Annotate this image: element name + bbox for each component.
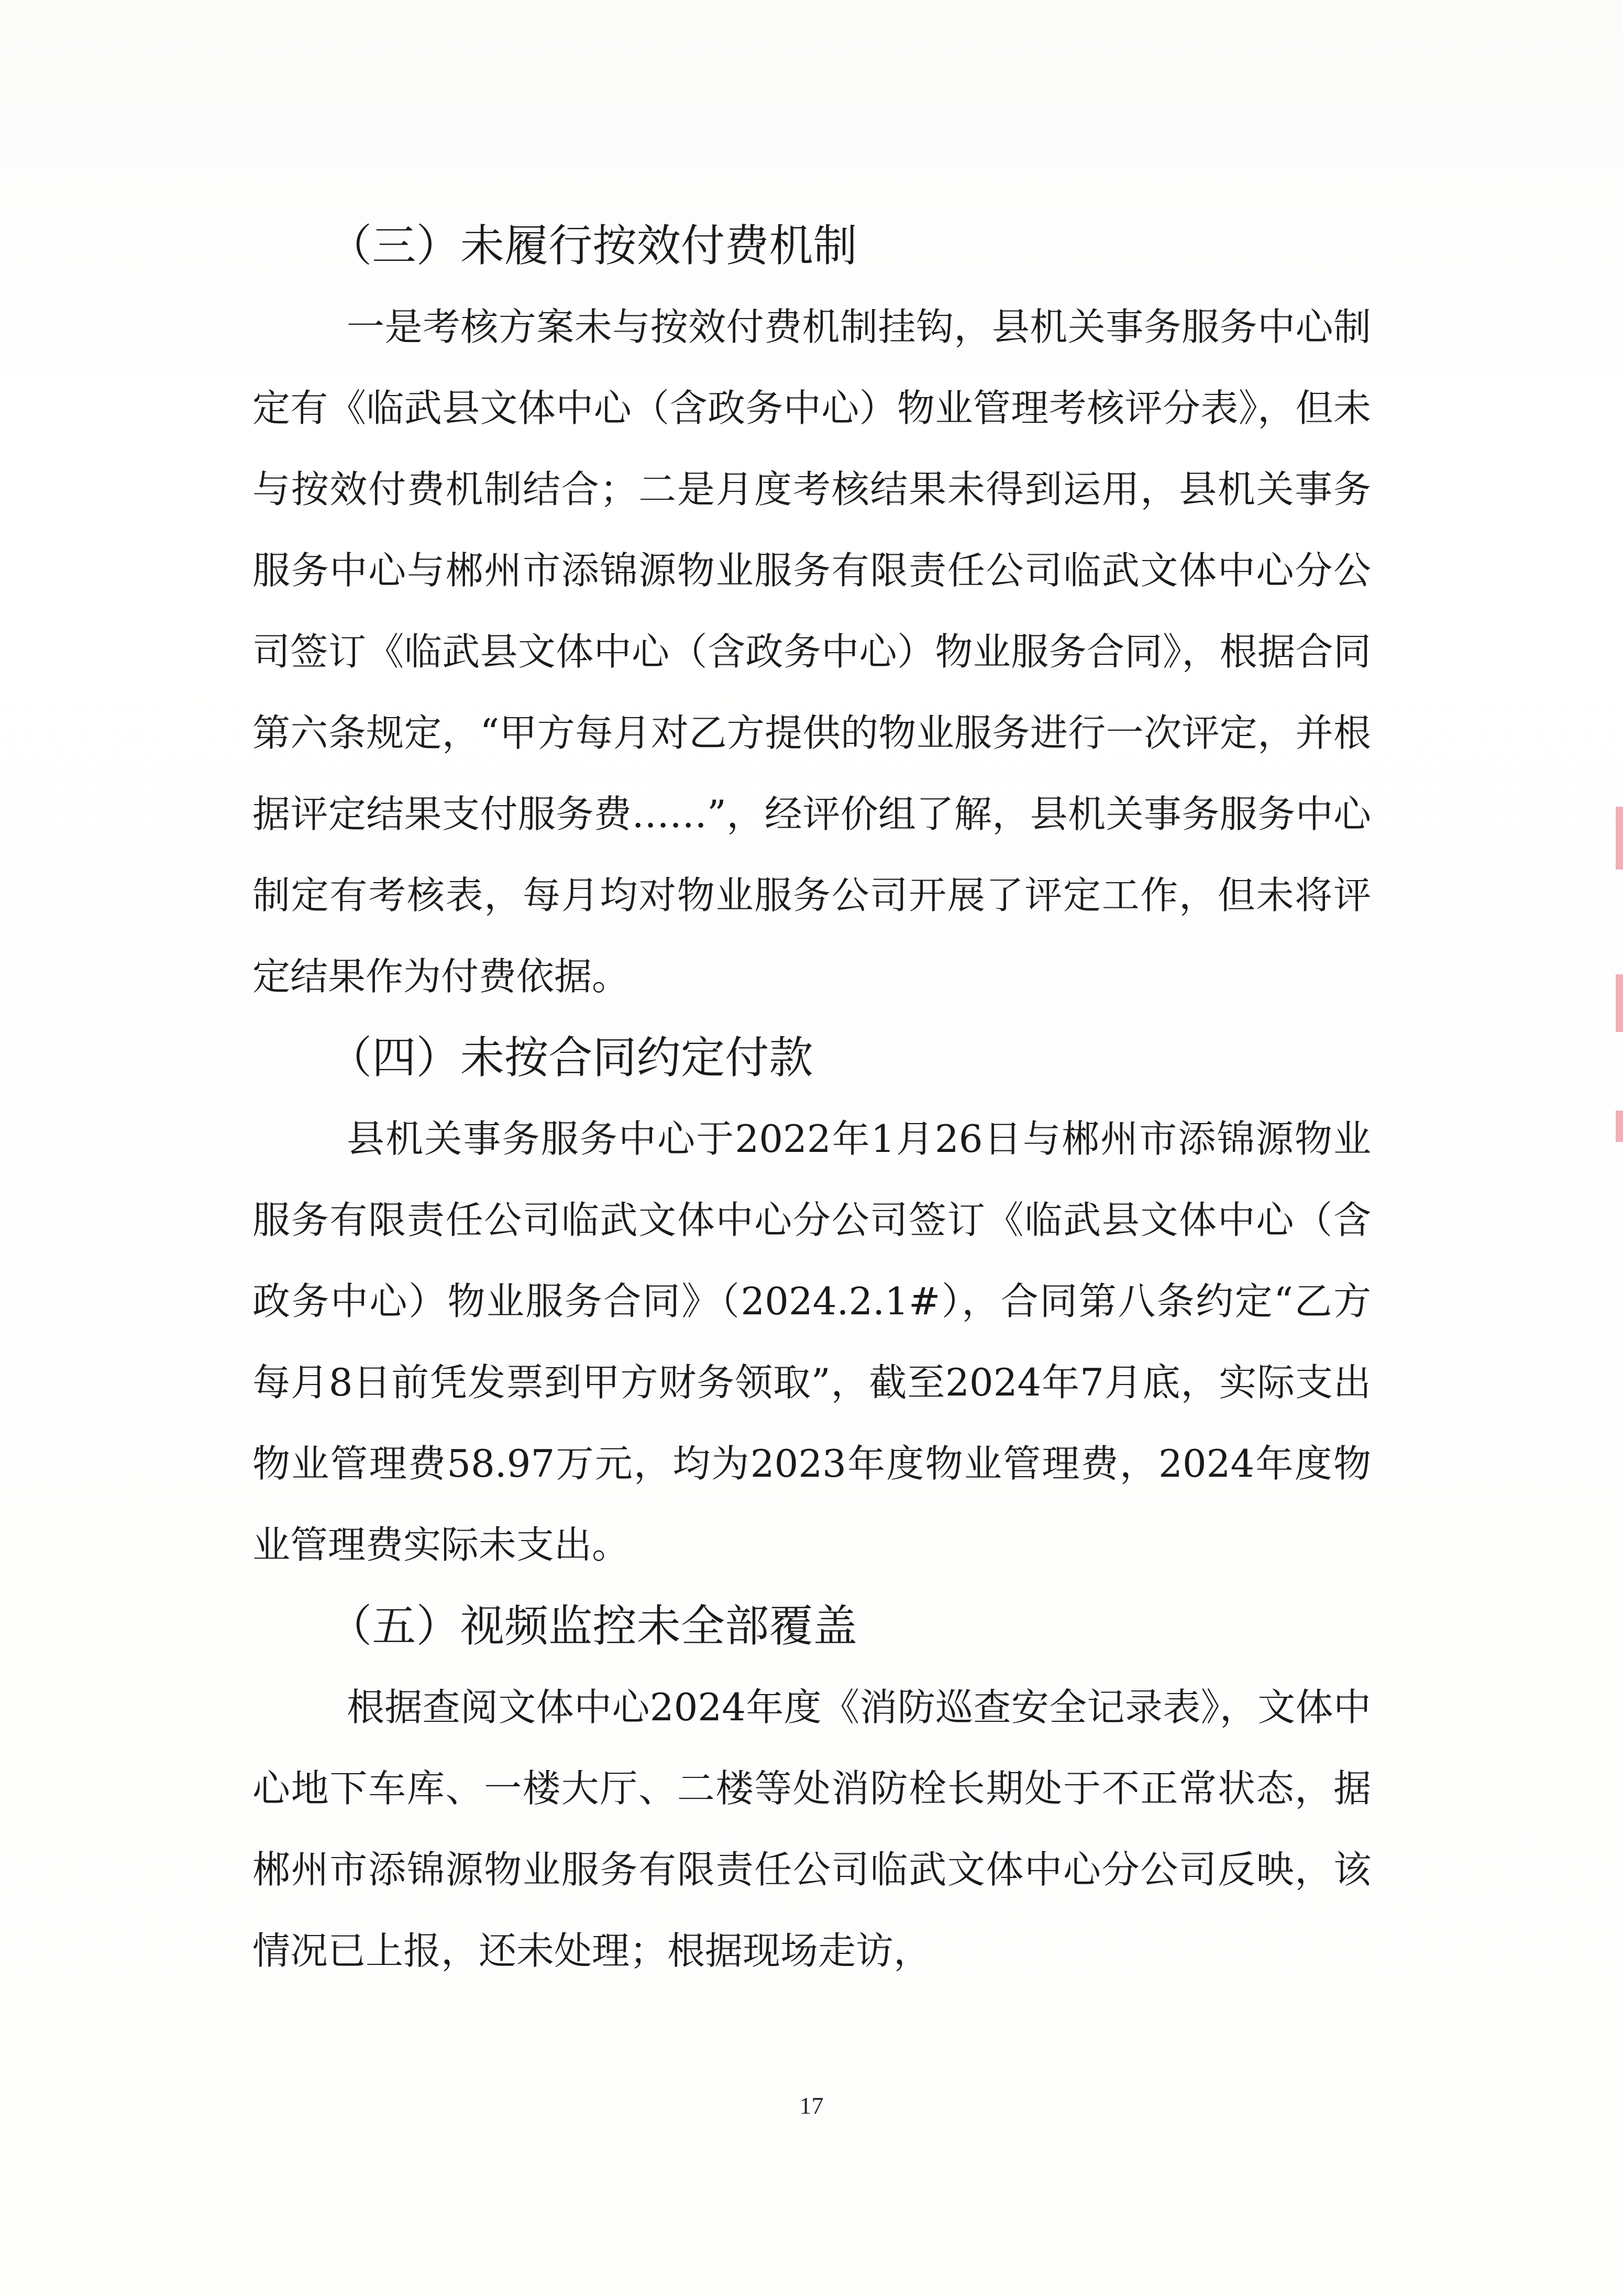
seal-bleed-mark: [1616, 1111, 1623, 1142]
section-paragraph-4: 县机关事务服务中心于2022年1月26日与郴州市添锦源物业服务有限责任公司临武文体中心分公司签订《临武县文体中心（含政务中心）物业服务合同》（2024.2.1#），合同第八条约定“乙方每月8日前凭发票到甲方财务领取”，截至2024年7月底，实际支出物业管理费58.97万元，均为2023年度物业管理费，2024年度物业管理费实际未支出。: [252, 1117, 1371, 1567]
section-heading-4: （四）未按合同约定付款: [328, 1032, 813, 1083]
section-paragraph-3: 一是考核方案未与按效付费机制挂钩，县机关事务服务中心制定有《临武县文体中心（含政务中心）物业管理考核评分表》，但未与按效付费机制结合；二是月度考核结果未得到运用，县机关事务服务中心与郴州市添锦源物业服务有限责任公司临武文体中心分公司签订《临武县文体中心（含政务中心）物业服务合同》，根据合同第六条规定，“甲方每月对乙方提供的物业服务进行一次评定，并根据评定结果支付服务费……”，经评价组了解，县机关事务服务中心制定有考核表，每月均对物业服务公司开展了评定工作，但未将评定结果作为付费依据。: [252, 305, 1371, 998]
section-heading-5: （五）视频监控未全部覆盖: [328, 1600, 857, 1652]
document-body: [252, 205, 1371, 1992]
seal-bleed-mark: [1616, 807, 1623, 870]
seal-bleed-mark: [1616, 974, 1623, 1032]
page-number: 17: [799, 2092, 824, 2119]
section-paragraph-5: 根据查阅文体中心2024年度《消防巡查安全记录表》，文体中心地下车库、一楼大厅、二楼等处消防栓长期处于不正常状态，据郴州市添锦源物业服务有限责任公司临武文体中心分公司反映，该情况已上报，还未处理；根据现场走访，: [252, 1685, 1371, 1973]
section-heading-3: （三）未履行按效付费机制: [328, 220, 857, 271]
